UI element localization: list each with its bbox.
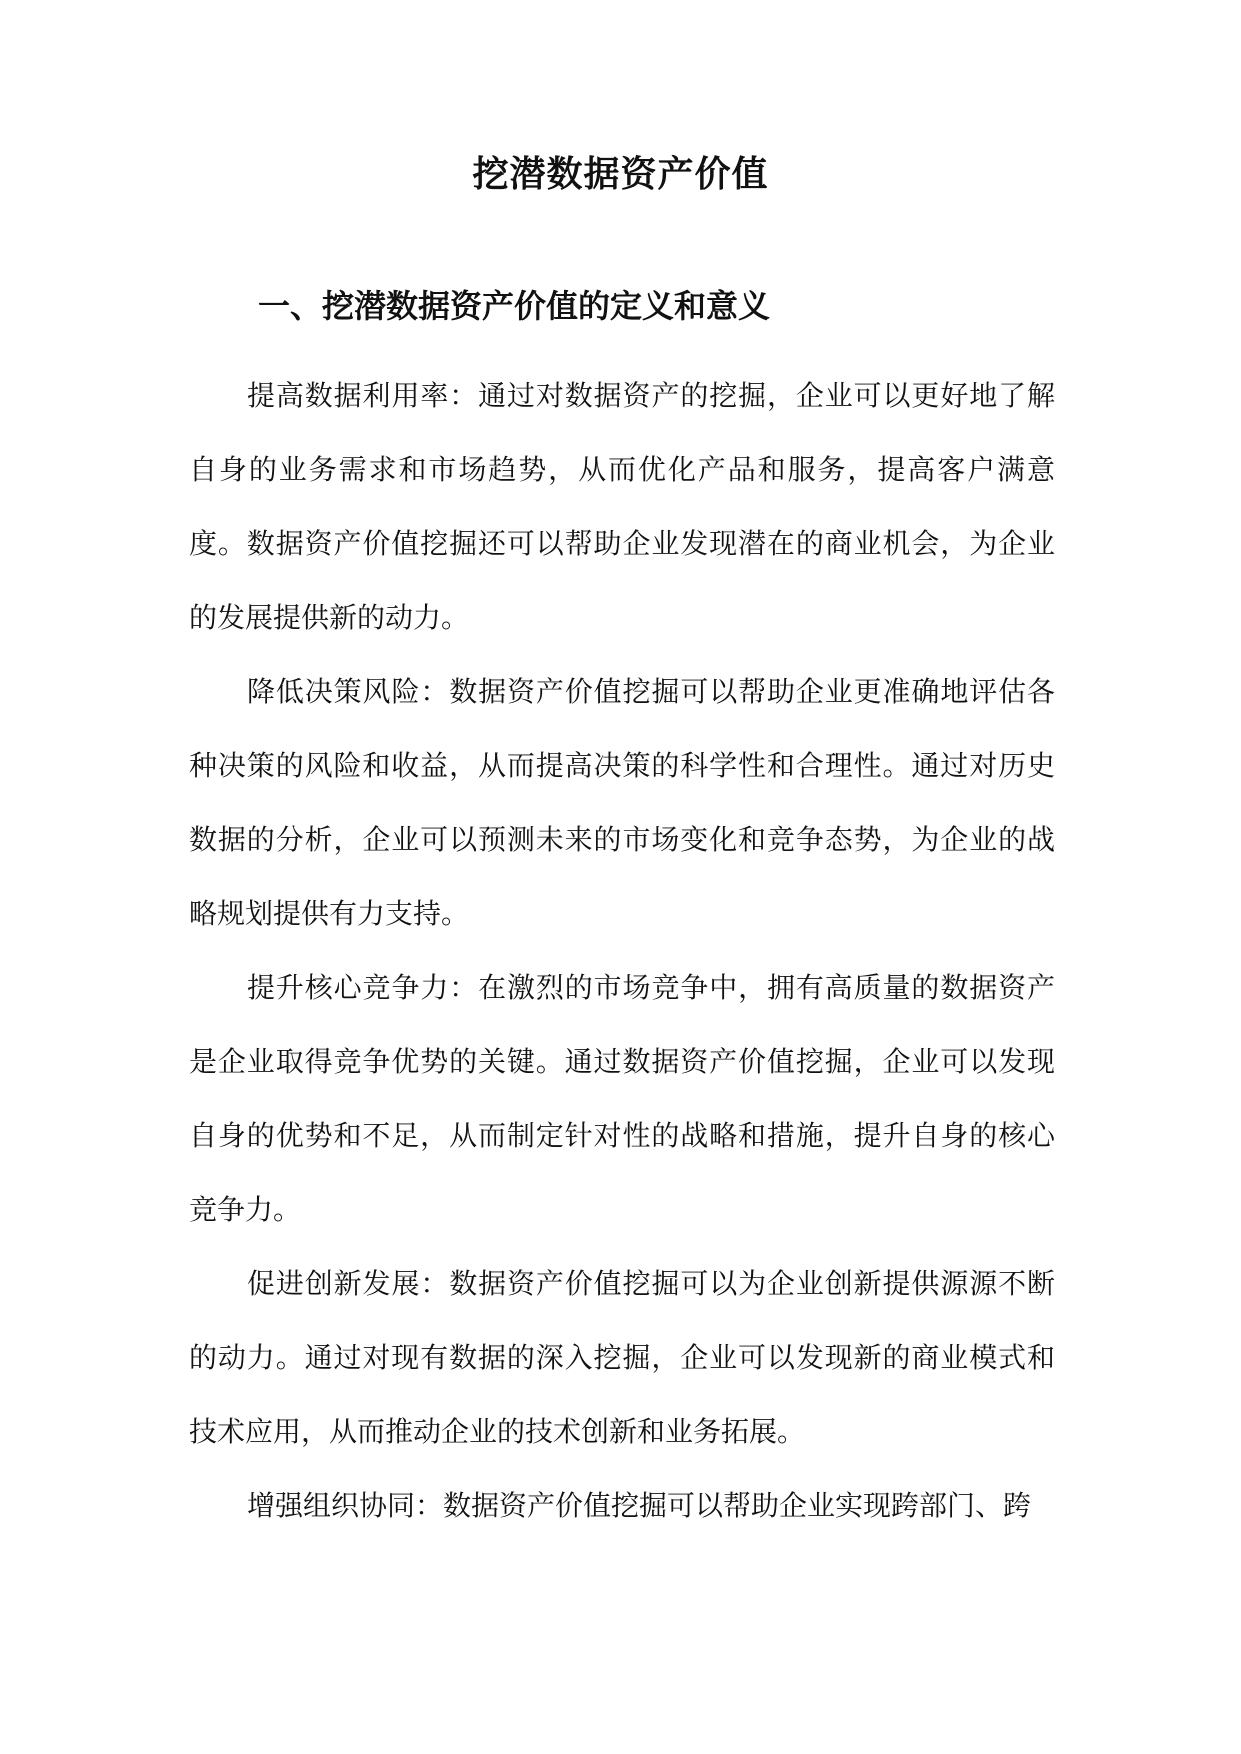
body-text [189,359,1055,1543]
paragraph-org-collaboration: 增强组织协同：数据资产价值挖掘可以帮助企业实现跨部门、跨 [247,1489,1032,1522]
paragraph-innovation: 促进创新发展：数据资产价值挖掘可以为企业创新提供源源不断的动力。通过对现有数据的深入挖掘，企业可以发现新的商业模式和技术应用，从而推动企业的技术创新和业务拓展。 [189,1267,1055,1448]
paragraph-core-competitiveness: 提升核心竞争力：在激烈的市场竞争中，拥有高质量的数据资产是企业取得竞争优势的关键。通过数据资产价值挖掘，企业可以发现自身的优势和不足，从而制定针对性的战略和措施，提升自身的核心竞争力。 [189,971,1055,1226]
page-title: 挖潜数据资产价值 [472,154,769,195]
paragraph-data-utilization: 提高数据利用率：通过对数据资产的挖掘，企业可以更好地了解自身的业务需求和市场趋势，从而优化产品和服务，提高客户满意度。数据资产价值挖掘还可以帮助企业发现潜在的商业机会，为企业的发展提供新的动力。 [189,379,1055,634]
section-heading: 一、挖潜数据资产价值的定义和意义 [258,287,771,325]
paragraph-decision-risk: 降低决策风险：数据资产价值挖掘可以帮助企业更准确地评估各种决策的风险和收益，从而提高决策的科学性和合理性。通过对历史数据的分析，企业可以预测未来的市场变化和竞争态势，为企业的战略规划提供有力支持。 [189,675,1055,930]
